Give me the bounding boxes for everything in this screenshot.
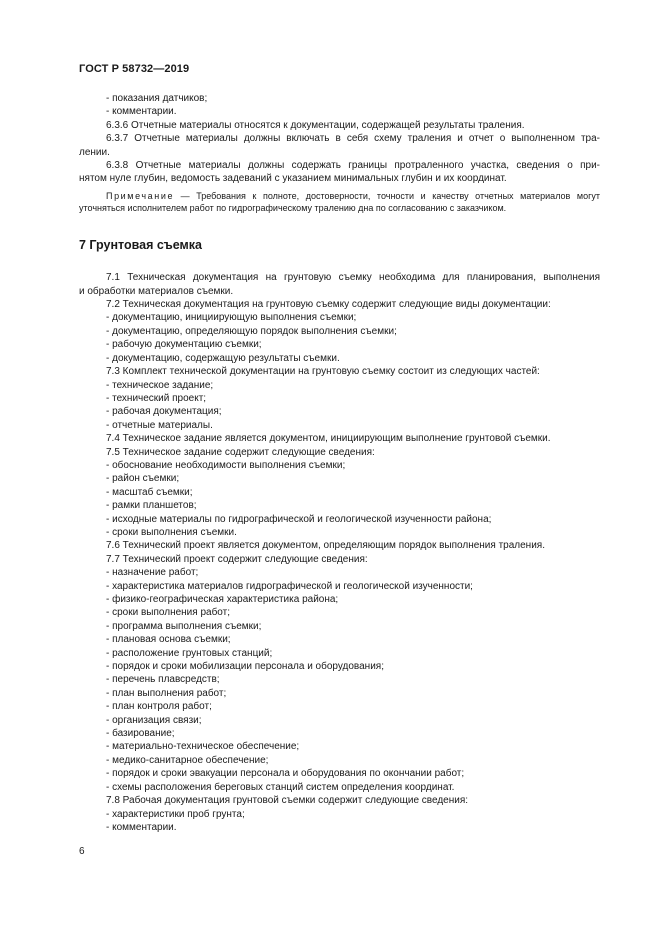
note-text: — Требования к полноте, достоверности, точности и качеству отчетных материалов могут — [174, 190, 600, 201]
list-item: - порядок и сроки мобилизации персонала и оборудования; — [106, 661, 384, 673]
list-7-5 — [79, 459, 600, 539]
list-item: - рамки планшетов; — [106, 500, 197, 512]
list-item: - показания датчиков; — [106, 93, 208, 104]
list-item: - комментарии. — [106, 821, 177, 833]
list-item: - расположение грунтовых станций; — [106, 647, 273, 659]
list-item: - документацию, содержащую результаты съемки. — [106, 352, 340, 364]
list-item: - плановая основа съемки; — [106, 634, 231, 646]
paragraph-7-2: 7.2 Техническая документация на грунтовую съемку содержит следующие виды документации: — [106, 299, 551, 311]
paragraph-7-1-line-1: 7.1 Техническая документация на грунтовую съемку необходима для планирования, выполнения — [106, 272, 600, 284]
list-item: - рабочую документацию съемки; — [106, 339, 262, 351]
paragraph-7-7: 7.7 Технический проект содержит следующие сведения: — [106, 553, 368, 565]
list-item: - масштаб съемки; — [106, 486, 193, 498]
list-item: - документацию, инициирующую выполнения съемки; — [106, 312, 357, 324]
paragraph-6-3-7-line-2: лении. — [79, 146, 110, 158]
list-item: - порядок и сроки эвакуации персонала и оборудования по окончании работ; — [106, 768, 465, 780]
list-item: - медико-санитарное обеспечение; — [106, 754, 269, 766]
list-item: - документацию, определяющую порядок выполнения съемки; — [106, 325, 397, 337]
note-line-1 — [79, 190, 600, 202]
list-item: - обоснование необходимости выполнения съемки; — [106, 459, 346, 471]
list-item: - назначение работ; — [106, 567, 199, 579]
list-item: - базирование; — [106, 728, 175, 740]
list-item: - комментарии. — [106, 106, 177, 118]
list-item: - характеристика материалов гидрографической и геологической изученности; — [106, 580, 473, 592]
note-block — [79, 190, 600, 214]
paragraph-7-6: 7.6 Технический проект является документом, определяющим порядок выполнения траления. — [106, 540, 545, 552]
list-item: - план контроля работ; — [106, 701, 212, 713]
paragraph-6-3-8-line-2: нятом нуле глубин, ведомость задеваний с указанием минимальных глубин и их координат. — [79, 173, 507, 185]
paragraph-7-5: 7.5 Техническое задание содержит следующие сведения: — [106, 446, 375, 458]
list-7-3 — [79, 379, 600, 433]
list-item: - техническое задание; — [106, 379, 214, 391]
list-item: - схемы расположения береговых станций систем определения координат. — [106, 781, 455, 793]
list-item: - технический проект; — [106, 392, 207, 404]
note-label: Примечание — [106, 190, 175, 201]
list-item: - отчетные материалы. — [106, 419, 213, 431]
paragraph-6-3-8-line-1: 6.3.8 Отчетные материалы должны содержать границы протраленного участка, сведения о при- — [106, 160, 600, 172]
paragraph-7-8: 7.8 Рабочая документация грунтовой съемки содержит следующие сведения: — [106, 795, 469, 807]
paragraph-7-4: 7.4 Техническое задание является документом, инициирующим выполнение грунтовой съемки. — [106, 433, 551, 445]
list-item: - организация связи; — [106, 714, 202, 726]
paragraph-6-3-7-line-1: 6.3.7 Отчетные материалы должны включать в себя схему траления и отчет о выполненном тра- — [106, 133, 600, 145]
list-item: - сроки выполнения работ; — [106, 607, 230, 619]
list-item: - план выполнения работ; — [106, 687, 227, 699]
document-code-header: ГОСТ Р 58732—2019 — [79, 63, 190, 75]
list-item: - исходные материалы по гидрографической и геологической изученности района; — [106, 513, 492, 525]
page-content — [79, 92, 600, 834]
page-number: 6 — [79, 846, 85, 857]
section-7-heading: 7 Грунтовая съемка — [79, 238, 202, 253]
note-line-2: уточняться исполнителем работ по гидрографическому тралению дна по согласованию с заказчиком. — [79, 203, 507, 214]
list-item: - физико-географическая характеристика района; — [106, 594, 339, 605]
list-item: - программа выполнения съемки; — [106, 620, 262, 632]
paragraph-6-3-6: 6.3.6 Отчетные материалы относятся к документации, содержащей результаты траления. — [106, 119, 525, 131]
list-item: - район съемки; — [106, 473, 180, 485]
list-item: - перечень плавсредств; — [106, 674, 220, 686]
list-item: - сроки выполнения съемки. — [106, 526, 237, 538]
list-item: - рабочая документация; — [106, 406, 222, 418]
list-7-8 — [79, 808, 600, 835]
paragraph-7-1-line-2: и обработки материалов съемки. — [79, 285, 234, 297]
list-item: - материально-техническое обеспечение; — [106, 741, 300, 753]
paragraph-7-3: 7.3 Комплект технической документации на грунтовую съемку состоит из следующих частей: — [106, 366, 540, 378]
list-7-2 — [79, 311, 600, 365]
list-7-7 — [79, 566, 600, 794]
list-item: - характеристики проб грунта; — [106, 808, 245, 820]
